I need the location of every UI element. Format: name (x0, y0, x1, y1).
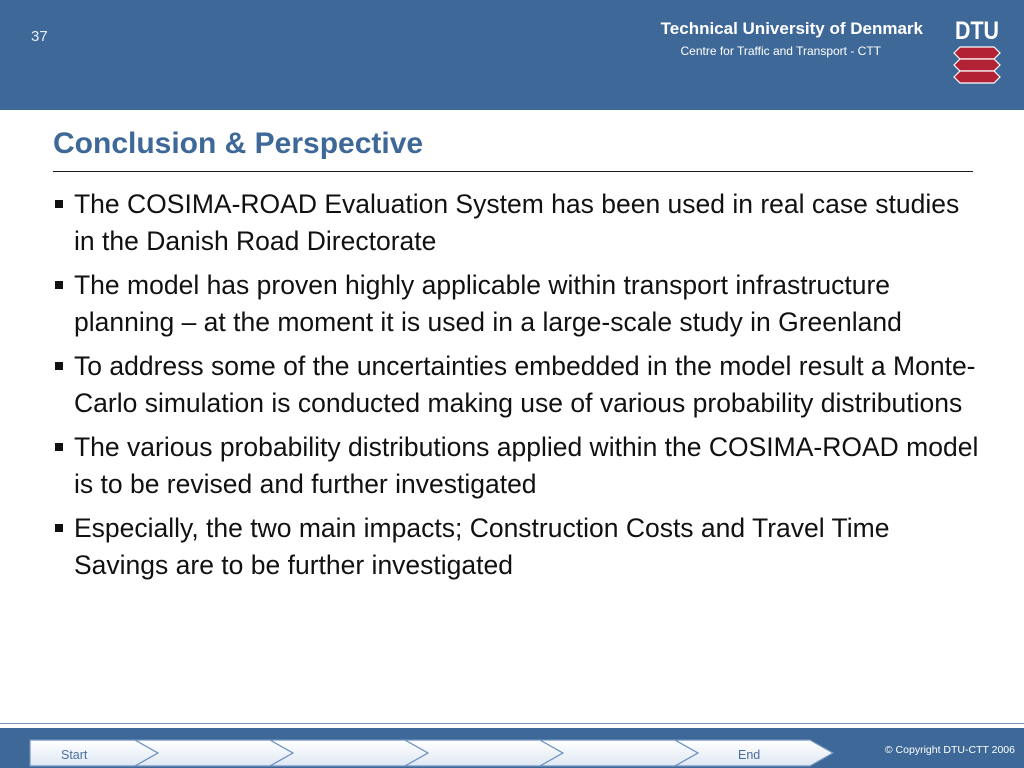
progress-navigation (0, 738, 840, 768)
bullet-text: The COSIMA-ROAD Evaluation System has been used in real case studies in the Danish Road Directorate (74, 189, 960, 256)
university-name: Technical University of Denmark (660, 19, 923, 38)
bullet-text: The model has proven highly applicable within transport infrastructure planning – at the moment it is used in a large-scale study in Greenland (74, 270, 902, 337)
nav-segment (30, 740, 158, 766)
slide-number: 37 (31, 28, 48, 45)
dtu-logo-text: DTU (955, 17, 999, 45)
square-bullet-icon (55, 200, 63, 208)
nav-segment (405, 740, 563, 766)
square-bullet-icon (55, 281, 63, 289)
copyright-notice: © Copyright DTU-CTT 2006 (884, 744, 1015, 756)
nav-end-button[interactable]: End (738, 748, 761, 762)
dtu-logo (950, 14, 1004, 86)
bullet-list (55, 186, 980, 591)
bullet-item (55, 267, 980, 341)
square-bullet-icon (55, 362, 63, 370)
square-bullet-icon (55, 443, 63, 451)
nav-segment (135, 740, 293, 766)
footer-divider (0, 723, 1024, 724)
slide-title: Conclusion & Perspective (53, 127, 424, 160)
bullet-text: To address some of the uncertainties embedded in the model result a Monte-Carlo simulation is conducted making use of various probability distributions (74, 351, 976, 418)
dtu-logo-emblem (954, 47, 1000, 83)
bullet-text: Especially, the two main impacts; Construction Costs and Travel Time Savings are to be further investigated (74, 513, 890, 580)
bullet-item (55, 510, 980, 584)
centre-name: Centre for Traffic and Transport - CTT (680, 44, 881, 58)
title-divider (53, 171, 973, 172)
bullet-item (55, 186, 980, 260)
nav-segment (540, 740, 698, 766)
square-bullet-icon (55, 524, 63, 532)
nav-start-button[interactable]: Start (61, 748, 88, 762)
bullet-item (55, 348, 980, 422)
bullet-item (55, 429, 980, 503)
bullet-text: The various probability distributions applied within the COSIMA-ROAD model is to be revised and further investigated (74, 432, 979, 499)
nav-segment (270, 740, 428, 766)
